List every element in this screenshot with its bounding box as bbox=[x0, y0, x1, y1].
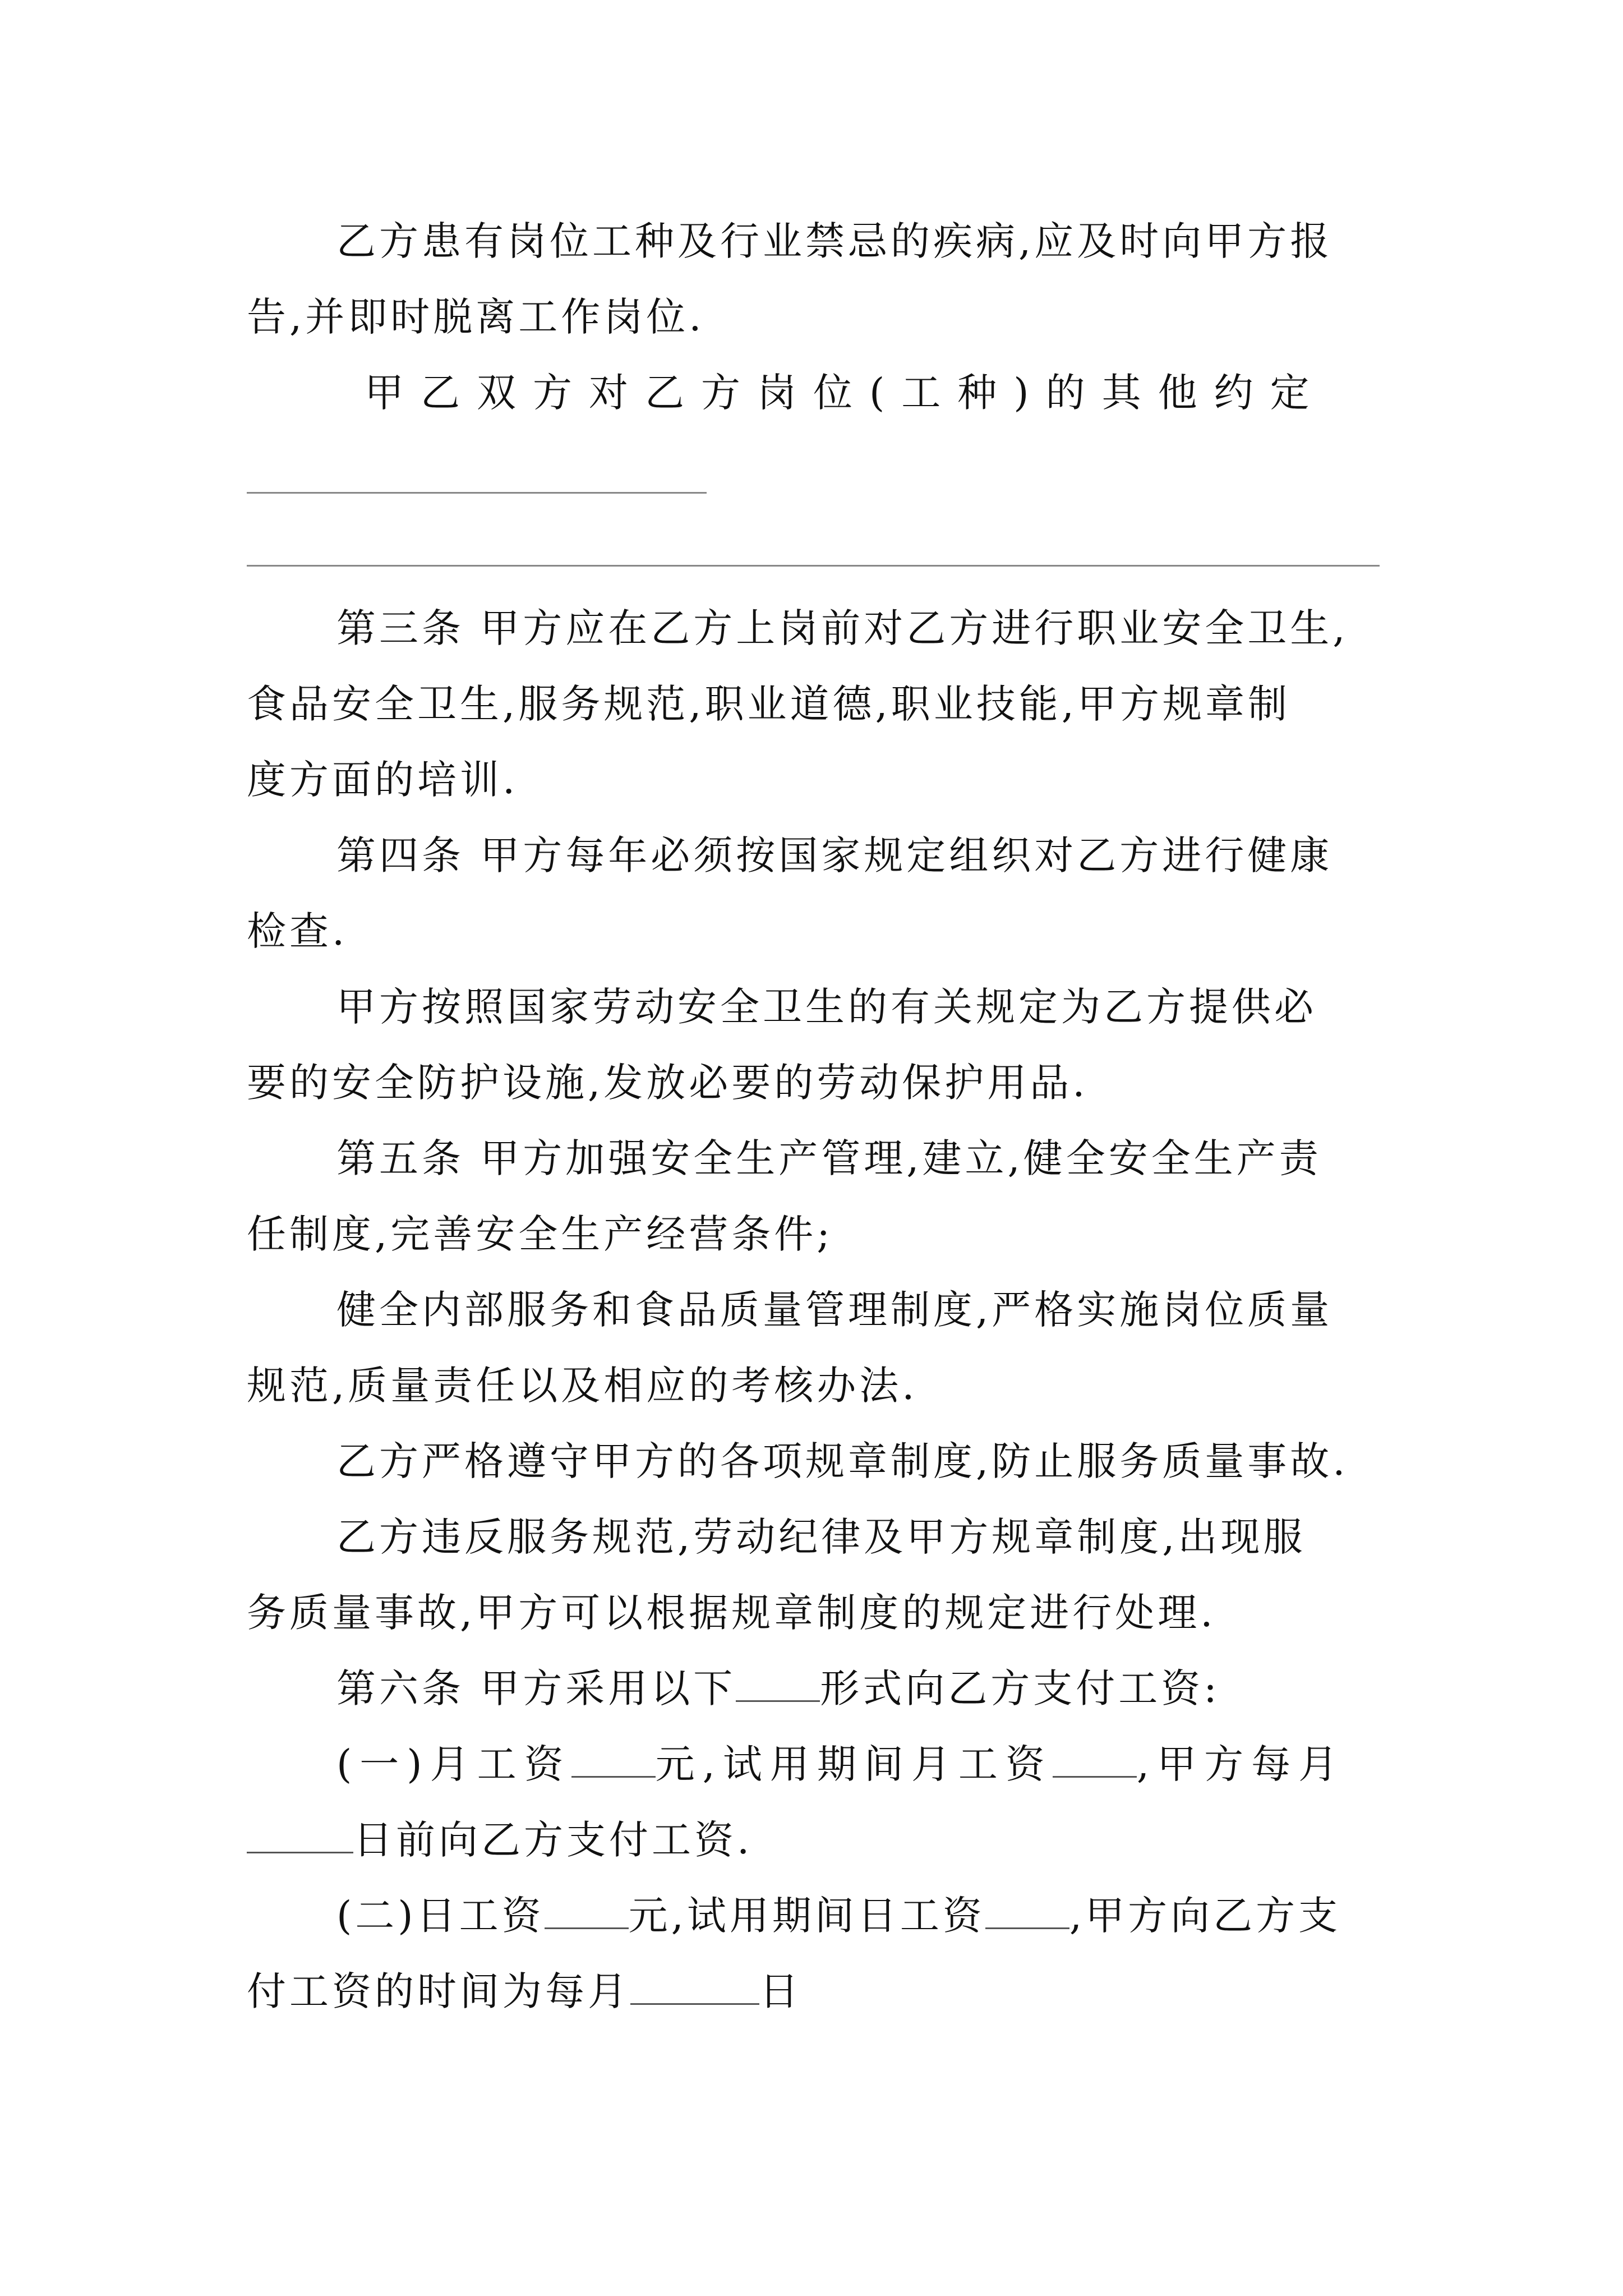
article-3-line: 第三条 甲方应在乙方上岗前对乙方进行职业安全卫生, bbox=[336, 605, 1349, 651]
text-segment: 日 bbox=[759, 1968, 802, 2014]
monthly-wage-line-2 bbox=[247, 1812, 1380, 1868]
text-segment: (二)日工资 bbox=[336, 1893, 545, 1939]
blank-field bbox=[545, 1892, 629, 1929]
blank-field bbox=[247, 1816, 353, 1853]
text-segment: 元,试用期间月工资 bbox=[655, 1741, 1053, 1787]
monthly-wage-line bbox=[336, 1736, 1380, 1792]
paragraph-line: 乙方严格遵守甲方的各项规章制度,防止服务质量事故. bbox=[336, 1438, 1349, 1484]
blank-field bbox=[1053, 1740, 1137, 1778]
paragraph-line: 甲方按照国家劳动安全卫生的有关规定为乙方提供必 bbox=[336, 984, 1317, 1030]
text-segment: ,甲方向乙方支 bbox=[1069, 1893, 1341, 1939]
paragraph-line: 告,并即时脱离工作岗位. bbox=[247, 294, 705, 340]
paragraph-line: 甲乙双方对乙方岗位(工种)的其他约定 bbox=[365, 370, 1326, 416]
article-6-line bbox=[336, 1660, 1380, 1717]
paragraph-line: 乙方患有岗位工种及行业禁忌的疾病,应及时向甲方报 bbox=[336, 218, 1333, 264]
text-segment: 第六条 甲方采用以下 bbox=[336, 1665, 736, 1711]
blank-field bbox=[736, 1664, 820, 1702]
text-segment: (一)月工资 bbox=[336, 1741, 571, 1787]
paragraph-line: 务质量事故,甲方可以根据规章制度的规定进行处理. bbox=[247, 1590, 1216, 1636]
text-segment: 日前向乙方支付工资. bbox=[353, 1817, 753, 1863]
blank-field bbox=[630, 1967, 759, 2005]
paragraph-line: 要的安全防护设施,发放必要的劳动保护用品. bbox=[247, 1060, 1089, 1106]
paragraph-line: 健全内部服务和食品质量管理制度,严格实施岗位质量 bbox=[336, 1287, 1333, 1333]
daily-wage-line bbox=[336, 1888, 1380, 1944]
blank-fill-line bbox=[247, 492, 707, 494]
text-segment: 元,试用期间日工资 bbox=[628, 1893, 985, 1939]
text-segment: 付工资的时间为每月 bbox=[247, 1968, 630, 2014]
text-segment: ,甲方每月 bbox=[1136, 1741, 1346, 1787]
paragraph-line: 任制度,完善安全生产经营条件; bbox=[247, 1211, 833, 1257]
blank-fill-line bbox=[247, 565, 1380, 567]
blank-field bbox=[985, 1892, 1069, 1929]
daily-wage-line-2 bbox=[247, 1963, 1380, 2019]
text-segment: 形式向乙方支付工资: bbox=[820, 1665, 1220, 1711]
paragraph-line: 乙方违反服务规范,劳动纪律及甲方规章制度,出现服 bbox=[336, 1514, 1306, 1560]
article-5-line: 第五条 甲方加强安全生产管理,建立,健全安全生产责 bbox=[336, 1135, 1322, 1181]
paragraph-line: 检查. bbox=[247, 908, 348, 954]
article-4-line: 第四条 甲方每年必须按国家规定组织对乙方进行健康 bbox=[336, 832, 1333, 878]
paragraph-line: 食品安全卫生,服务规范,职业道德,职业技能,甲方规章制 bbox=[247, 681, 1291, 727]
paragraph-line: 规范,质量责任以及相应的考核办法. bbox=[247, 1363, 918, 1409]
blank-field bbox=[571, 1740, 656, 1778]
paragraph-line: 度方面的培训. bbox=[247, 757, 519, 803]
